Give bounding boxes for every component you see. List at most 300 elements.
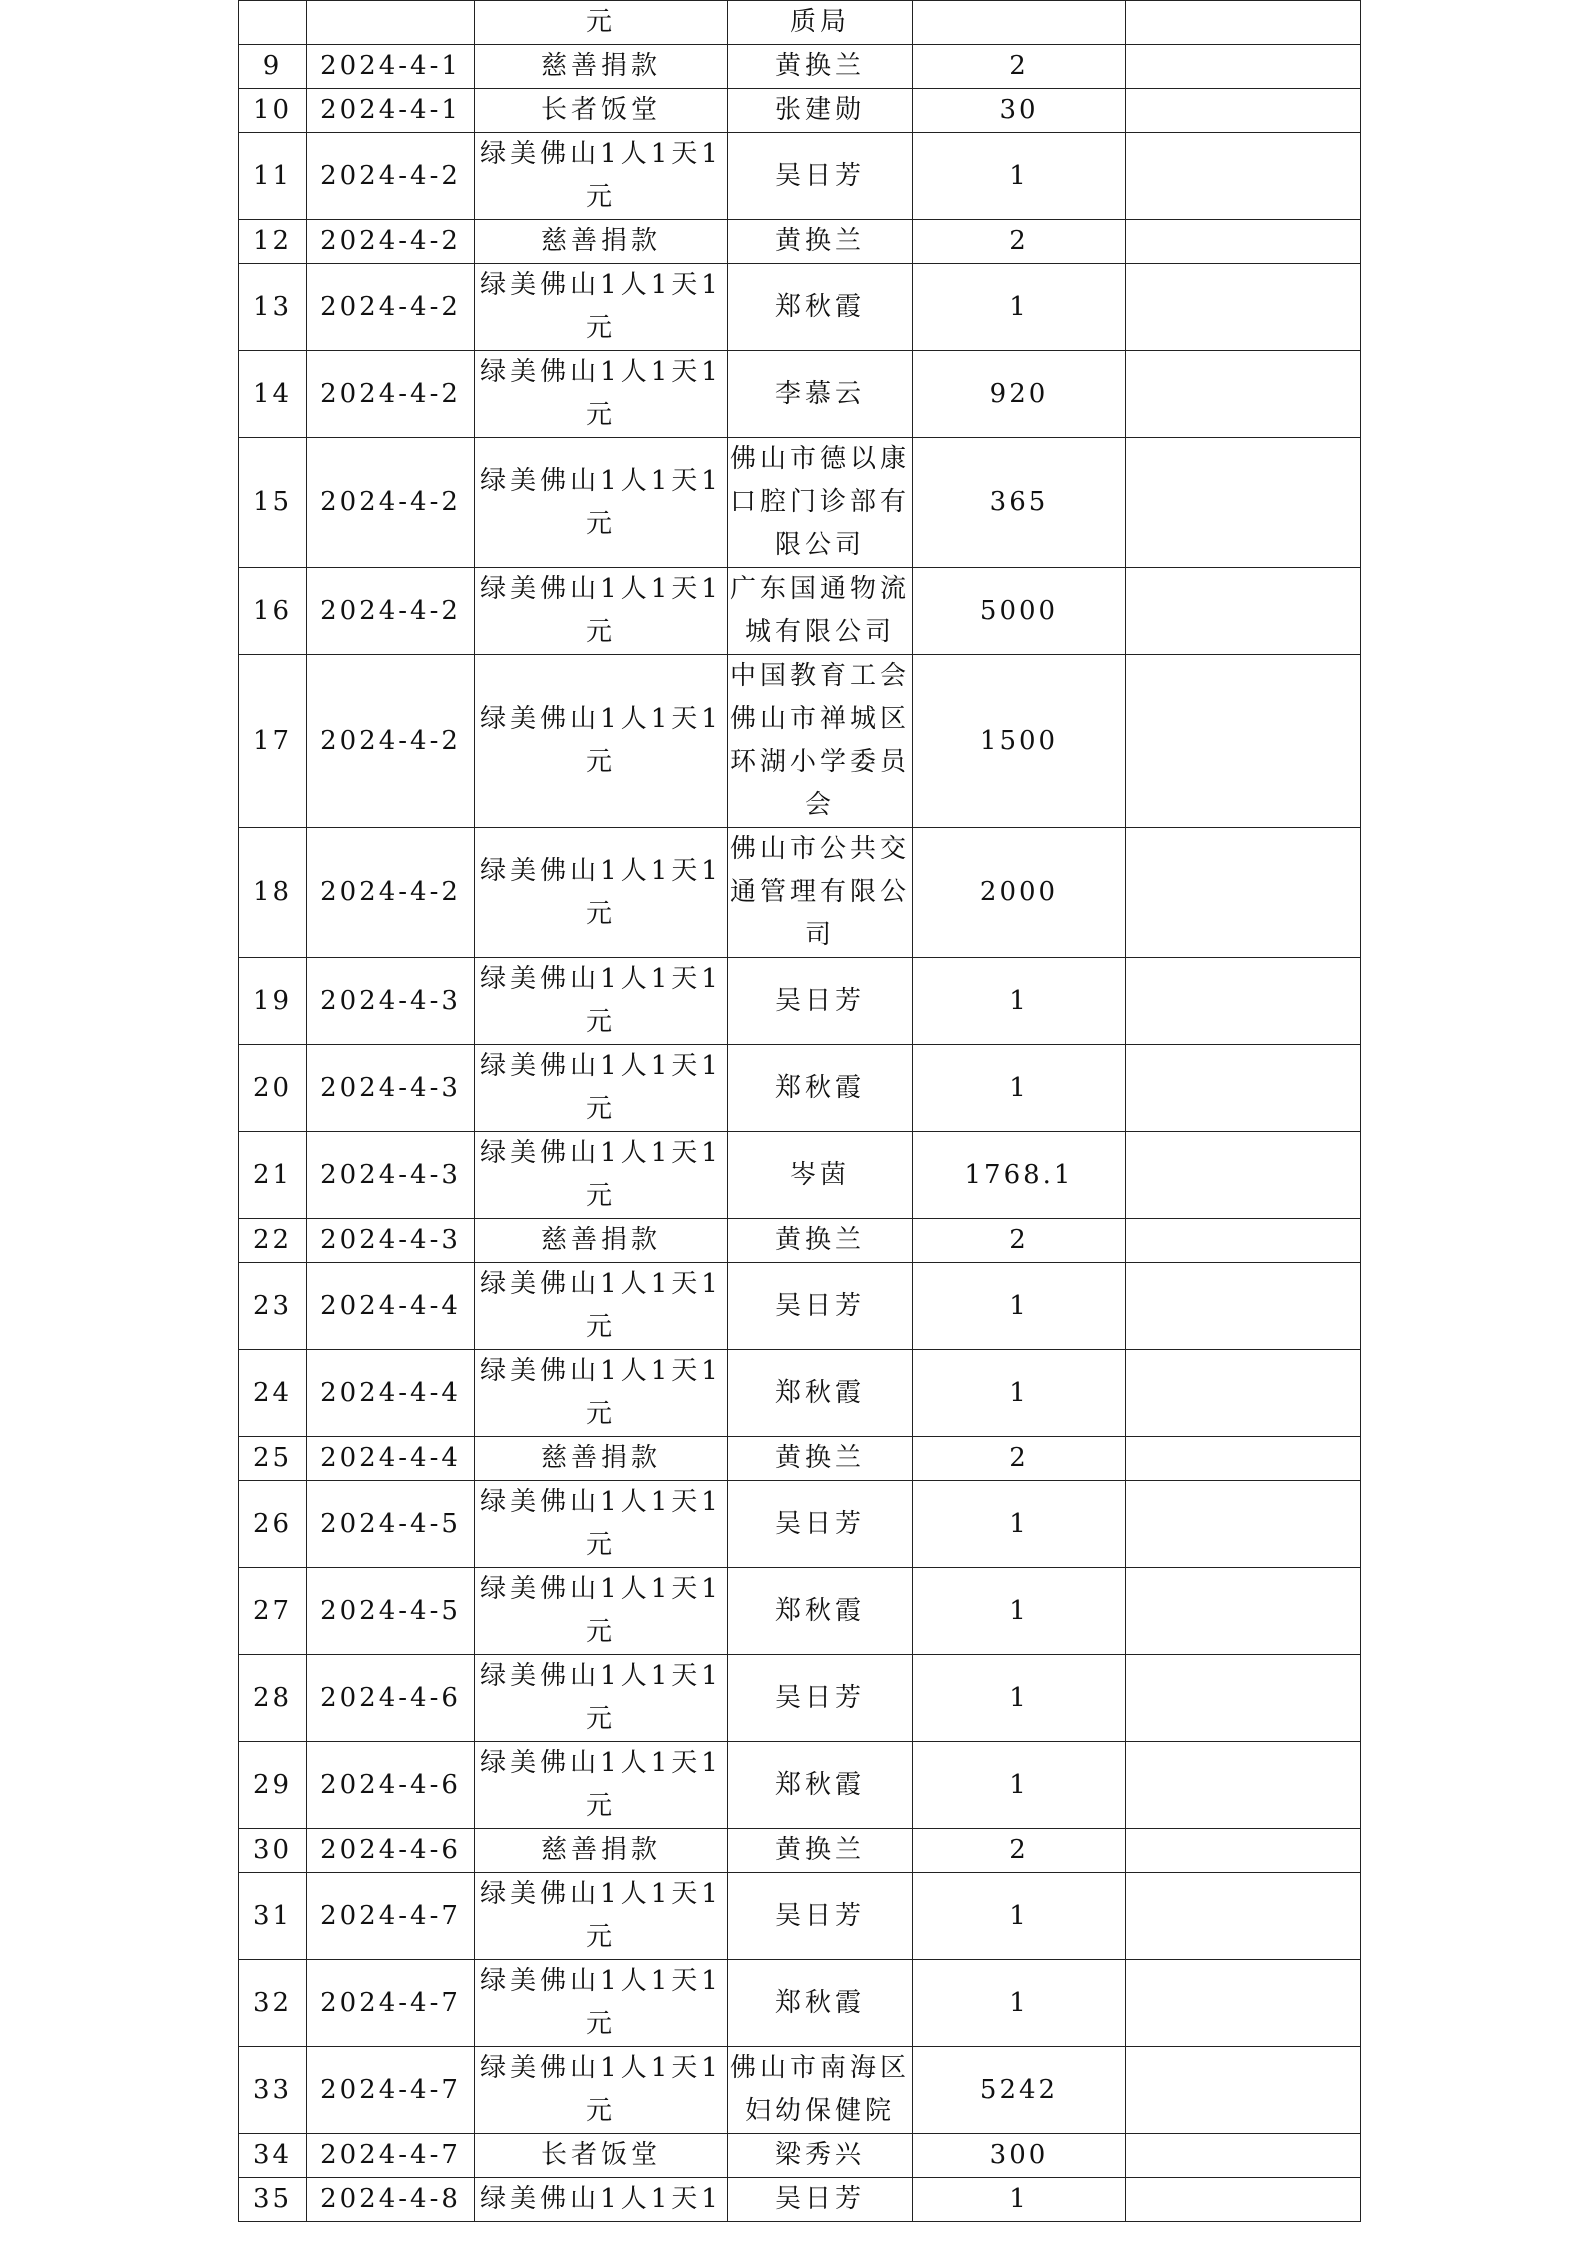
cell-item-text: 绿美佛山1人1天1元 — [480, 1356, 722, 1429]
cell-date — [307, 438, 475, 568]
cell-item-text: 绿美佛山1人1天1元 — [480, 1966, 722, 2039]
table-row — [239, 133, 1361, 220]
cell-amount — [913, 1, 1126, 45]
cell-item-text: 慈善捐款 — [540, 1443, 661, 1473]
cell-number — [239, 1873, 307, 1960]
cell-item-text: 绿美佛山1人1天1元 — [480, 357, 722, 430]
cell-number-text: 24 — [252, 1377, 293, 1408]
cell-item — [475, 958, 728, 1045]
cell-donor-text: 吴日芳 — [774, 985, 865, 1016]
cell-donor-text: 李慕云 — [774, 378, 865, 409]
cell-donor-text: 黄换兰 — [774, 1443, 865, 1473]
cell-number-text: 18 — [252, 877, 293, 907]
cell-item-text: 绿美佛山1人1天1元 — [480, 574, 722, 647]
cell-donor — [728, 1263, 913, 1350]
cell-item-text: 绿美佛山1人1天1元 — [480, 465, 722, 539]
cell-date — [307, 1132, 475, 1219]
cell-number-text: 13 — [252, 291, 293, 322]
cell-item — [475, 89, 728, 133]
cell-number — [239, 1481, 307, 1568]
cell-number-text: 19 — [252, 985, 293, 1016]
cell-donor — [728, 89, 913, 133]
cell-amount — [913, 89, 1126, 133]
cell-item — [475, 2134, 728, 2178]
cell-number-text: 25 — [252, 1443, 293, 1473]
cell-number — [239, 1742, 307, 1829]
table-row — [239, 220, 1361, 264]
cell-date-text: 2024-4-2 — [320, 595, 461, 626]
table-row — [239, 2047, 1361, 2134]
cell-donor — [728, 1742, 913, 1829]
cell-date-text: 2024-4-4 — [320, 1290, 461, 1321]
cell-amount — [913, 1045, 1126, 1132]
cell-number-text: 26 — [252, 1508, 293, 1539]
cell-donor-text: 黄换兰 — [774, 51, 865, 81]
cell-donor — [728, 1568, 913, 1655]
cell-donor-text: 岑茵 — [789, 1159, 850, 1190]
cell-number — [239, 1437, 307, 1481]
cell-item-text: 元 — [585, 7, 616, 37]
cell-donor — [728, 264, 913, 351]
cell-item — [475, 655, 728, 828]
cell-item-text: 绿美佛山1人1天1元 — [480, 1487, 722, 1560]
cell-amount — [913, 2134, 1126, 2178]
cell-number — [239, 1655, 307, 1742]
cell-note — [1126, 45, 1361, 89]
cell-date — [307, 1, 475, 45]
cell-donor-text: 郑秋霞 — [774, 1595, 865, 1626]
cell-item-text: 绿美佛山1人1天1元 — [480, 855, 722, 929]
cell-date — [307, 264, 475, 351]
cell-donor-text: 郑秋霞 — [774, 1072, 865, 1103]
cell-amount — [913, 1219, 1126, 1263]
cell-date — [307, 1960, 475, 2047]
cell-item — [475, 1960, 728, 2047]
cell-amount — [913, 1742, 1126, 1829]
cell-amount — [913, 133, 1126, 220]
cell-amount-text: 5000 — [979, 595, 1059, 626]
cell-number — [239, 2047, 307, 2134]
cell-date-text: 2024-4-5 — [320, 1595, 461, 1626]
cell-number-text: 15 — [252, 487, 293, 517]
table-row — [239, 2178, 1361, 2222]
cell-number-text: 21 — [252, 1159, 293, 1190]
cell-item — [475, 1829, 728, 1873]
cell-amount-text: 1 — [1009, 1682, 1029, 1713]
cell-amount-text: 1 — [1009, 1987, 1029, 2018]
cell-date-text: 2024-4-4 — [320, 1377, 461, 1408]
donation-table-body — [239, 1, 1361, 2222]
cell-date — [307, 45, 475, 89]
cell-date-text: 2024-4-3 — [320, 1072, 461, 1103]
cell-donor — [728, 1132, 913, 1219]
table-row — [239, 958, 1361, 1045]
table-row — [239, 264, 1361, 351]
cell-note — [1126, 958, 1361, 1045]
cell-number-text: 20 — [252, 1072, 293, 1103]
cell-number — [239, 45, 307, 89]
cell-number-text: 30 — [252, 1835, 293, 1865]
cell-item — [475, 1132, 728, 1219]
cell-amount-text: 30 — [999, 95, 1039, 125]
cell-amount — [913, 2047, 1126, 2134]
cell-amount-text: 5242 — [979, 2074, 1059, 2105]
cell-date-text: 2024-4-3 — [320, 1225, 461, 1255]
table-row — [239, 45, 1361, 89]
cell-number-text: 16 — [252, 595, 293, 626]
cell-number-text: 34 — [252, 2140, 293, 2170]
cell-amount — [913, 1568, 1126, 1655]
cell-number-text: 29 — [252, 1769, 293, 1800]
cell-item-text: 慈善捐款 — [540, 1835, 661, 1865]
cell-donor — [728, 1655, 913, 1742]
cell-item-text: 绿美佛山1人1天1元 — [480, 2053, 722, 2126]
cell-note — [1126, 220, 1361, 264]
cell-note — [1126, 1350, 1361, 1437]
cell-item — [475, 133, 728, 220]
cell-number-text: 33 — [252, 2074, 293, 2105]
cell-number — [239, 89, 307, 133]
cell-number-text: 31 — [252, 1900, 293, 1931]
cell-item — [475, 1219, 728, 1263]
cell-amount — [913, 1655, 1126, 1742]
cell-number — [239, 220, 307, 264]
cell-date-text: 2024-4-2 — [320, 160, 461, 191]
cell-note — [1126, 568, 1361, 655]
cell-item-text: 绿美佛山1人1天1元 — [480, 964, 722, 1037]
cell-amount-text: 1 — [1009, 160, 1029, 191]
cell-item-text: 绿美佛山1人1天1元 — [480, 1574, 722, 1647]
cell-number — [239, 1263, 307, 1350]
cell-date-text: 2024-4-7 — [320, 1987, 461, 2018]
cell-amount — [913, 1263, 1126, 1350]
cell-donor — [728, 1437, 913, 1481]
cell-donor — [728, 1481, 913, 1568]
cell-amount — [913, 1873, 1126, 1960]
cell-amount-text: 1 — [1009, 1595, 1029, 1626]
cell-date — [307, 133, 475, 220]
cell-date — [307, 1742, 475, 1829]
cell-number-text: 22 — [252, 1225, 293, 1255]
table-row — [239, 1655, 1361, 1742]
cell-number — [239, 1219, 307, 1263]
cell-date — [307, 1437, 475, 1481]
cell-amount-text: 2 — [1009, 1225, 1029, 1255]
cell-date-text: 2024-4-4 — [320, 1443, 461, 1473]
cell-donor-text: 佛山市德以康口腔门诊部有限公司 — [729, 444, 910, 560]
cell-note — [1126, 828, 1361, 958]
cell-amount-text: 1500 — [979, 725, 1059, 756]
cell-donor — [728, 45, 913, 89]
cell-item-text: 绿美佛山1人1天1元 — [480, 270, 722, 343]
cell-donor-text: 黄换兰 — [774, 1835, 865, 1865]
cell-note — [1126, 264, 1361, 351]
cell-date-text: 2024-4-6 — [320, 1682, 461, 1713]
cell-donor — [728, 1, 913, 45]
cell-donor-text: 郑秋霞 — [774, 1987, 865, 2018]
cell-number — [239, 568, 307, 655]
cell-note — [1126, 1481, 1361, 1568]
cell-date — [307, 1655, 475, 1742]
cell-donor-text: 佛山市公共交通管理有限公司 — [729, 834, 910, 950]
cell-date-text: 2024-4-1 — [320, 51, 461, 81]
cell-item — [475, 568, 728, 655]
cell-amount — [913, 1437, 1126, 1481]
cell-date-text: 2024-4-7 — [320, 2074, 461, 2105]
cell-note — [1126, 133, 1361, 220]
cell-number — [239, 958, 307, 1045]
cell-donor-text: 广东国通物流城有限公司 — [729, 574, 910, 647]
table-row — [239, 1568, 1361, 1655]
cell-donor — [728, 2134, 913, 2178]
cell-amount — [913, 568, 1126, 655]
cell-note — [1126, 1873, 1361, 1960]
cell-number — [239, 1960, 307, 2047]
cell-donor — [728, 655, 913, 828]
table-row — [239, 89, 1361, 133]
cell-item-text: 绿美佛山1人1天1元 — [480, 1269, 722, 1342]
cell-date-text: 2024-4-2 — [320, 725, 461, 756]
cell-amount — [913, 438, 1126, 568]
table-row — [239, 1132, 1361, 1219]
cell-donor-text: 吴日芳 — [774, 1290, 865, 1321]
cell-donor — [728, 2178, 913, 2222]
cell-amount — [913, 1481, 1126, 1568]
cell-item — [475, 1568, 728, 1655]
cell-amount — [913, 1829, 1126, 1873]
cell-date — [307, 1829, 475, 1873]
cell-number — [239, 2178, 307, 2222]
cell-donor — [728, 828, 913, 958]
cell-note — [1126, 1, 1361, 45]
cell-item-text: 长者饭堂 — [540, 2140, 661, 2170]
cell-note — [1126, 1045, 1361, 1132]
cell-number-text: 9 — [262, 51, 283, 81]
cell-item — [475, 1873, 728, 1960]
cell-donor — [728, 1873, 913, 1960]
cell-date — [307, 1045, 475, 1132]
cell-donor — [728, 220, 913, 264]
cell-number — [239, 2134, 307, 2178]
table-row — [239, 1219, 1361, 1263]
table-row — [239, 828, 1361, 958]
cell-item — [475, 1350, 728, 1437]
cell-donor-text: 黄换兰 — [774, 226, 865, 256]
table-row — [239, 1350, 1361, 1437]
cell-number — [239, 351, 307, 438]
cell-item-text: 绿美佛山1人1天1 — [480, 2184, 722, 2214]
cell-amount — [913, 2178, 1126, 2222]
cell-donor-text: 吴日芳 — [774, 2184, 865, 2214]
cell-number-text: 28 — [252, 1682, 293, 1713]
cell-amount-text: 2 — [1009, 51, 1029, 81]
cell-donor — [728, 351, 913, 438]
cell-number — [239, 1568, 307, 1655]
cell-item-text: 慈善捐款 — [540, 226, 661, 256]
table-row — [239, 1481, 1361, 1568]
cell-date — [307, 2134, 475, 2178]
cell-date-text: 2024-4-2 — [320, 877, 461, 907]
cell-donor — [728, 568, 913, 655]
cell-donor-text: 中国教育工会佛山市禅城区环湖小学委员会 — [729, 661, 910, 820]
cell-date-text: 2024-4-6 — [320, 1835, 461, 1865]
cell-date — [307, 89, 475, 133]
cell-number-text: 27 — [252, 1595, 293, 1626]
cell-number — [239, 438, 307, 568]
cell-number — [239, 264, 307, 351]
cell-date — [307, 220, 475, 264]
cell-item — [475, 1655, 728, 1742]
table-row — [239, 1829, 1361, 1873]
cell-date — [307, 1873, 475, 1960]
cell-item-text: 慈善捐款 — [540, 1225, 661, 1255]
cell-amount — [913, 958, 1126, 1045]
cell-donor — [728, 958, 913, 1045]
table-row — [239, 655, 1361, 828]
cell-date — [307, 1481, 475, 1568]
cell-note — [1126, 1437, 1361, 1481]
cell-note — [1126, 1263, 1361, 1350]
cell-date-text: 2024-4-3 — [320, 985, 461, 1016]
cell-date-text: 2024-4-7 — [320, 2140, 461, 2170]
cell-amount-text: 1 — [1009, 1900, 1029, 1931]
cell-donor-text: 黄换兰 — [774, 1225, 865, 1255]
cell-amount — [913, 264, 1126, 351]
cell-donor-text: 张建勋 — [774, 95, 865, 125]
cell-item — [475, 1263, 728, 1350]
donation-table — [238, 0, 1361, 2222]
cell-date — [307, 2047, 475, 2134]
cell-date-text: 2024-4-2 — [320, 487, 461, 517]
cell-item — [475, 264, 728, 351]
cell-date — [307, 351, 475, 438]
cell-item — [475, 351, 728, 438]
cell-number — [239, 828, 307, 958]
cell-number — [239, 1132, 307, 1219]
cell-item-text: 长者饭堂 — [540, 95, 661, 125]
cell-donor-text: 郑秋霞 — [774, 291, 865, 322]
cell-amount-text: 1768.1 — [964, 1159, 1074, 1190]
cell-number — [239, 1350, 307, 1437]
cell-amount — [913, 655, 1126, 828]
cell-number — [239, 1045, 307, 1132]
cell-donor — [728, 1045, 913, 1132]
cell-donor — [728, 1350, 913, 1437]
cell-date-text: 2024-4-1 — [320, 95, 461, 125]
cell-note — [1126, 89, 1361, 133]
cell-note — [1126, 1568, 1361, 1655]
cell-date — [307, 1219, 475, 1263]
cell-date — [307, 1263, 475, 1350]
cell-donor-text: 梁秀兴 — [774, 2140, 865, 2170]
cell-number-text: 23 — [252, 1290, 293, 1321]
cell-amount — [913, 45, 1126, 89]
cell-amount — [913, 351, 1126, 438]
cell-number — [239, 133, 307, 220]
cell-amount-text: 1 — [1009, 291, 1029, 322]
cell-note — [1126, 1132, 1361, 1219]
cell-donor-text: 郑秋霞 — [774, 1377, 865, 1408]
cell-number-text: 14 — [252, 378, 293, 409]
cell-amount — [913, 1960, 1126, 2047]
cell-item — [475, 828, 728, 958]
cell-amount-text: 365 — [989, 487, 1049, 517]
cell-date-text: 2024-4-7 — [320, 1900, 461, 1931]
cell-date — [307, 568, 475, 655]
table-row — [239, 1873, 1361, 1960]
cell-donor-text: 质局 — [789, 7, 850, 37]
cell-item — [475, 1481, 728, 1568]
table-row — [239, 568, 1361, 655]
cell-item-text: 绿美佛山1人1天1元 — [480, 1051, 722, 1124]
cell-amount-text: 2000 — [979, 877, 1059, 907]
cell-amount-text: 2 — [1009, 1443, 1029, 1473]
cell-item — [475, 1437, 728, 1481]
cell-item — [475, 1, 728, 45]
cell-donor — [728, 2047, 913, 2134]
cell-donor-text: 吴日芳 — [774, 1682, 865, 1713]
cell-amount-text: 1 — [1009, 1769, 1029, 1800]
cell-amount — [913, 828, 1126, 958]
cell-item-text: 慈善捐款 — [540, 51, 661, 81]
table-row — [239, 1437, 1361, 1481]
cell-amount-text: 2 — [1009, 226, 1029, 256]
cell-date-text: 2024-4-2 — [320, 291, 461, 322]
cell-item — [475, 2178, 728, 2222]
cell-date — [307, 958, 475, 1045]
cell-amount-text: 920 — [989, 378, 1049, 409]
cell-note — [1126, 351, 1361, 438]
cell-note — [1126, 1960, 1361, 2047]
cell-item-text: 绿美佛山1人1天1元 — [480, 139, 722, 212]
cell-donor-text: 佛山市南海区妇幼保健院 — [729, 2053, 910, 2126]
cell-note — [1126, 1829, 1361, 1873]
cell-amount-text: 1 — [1009, 2184, 1029, 2214]
cell-item-text: 绿美佛山1人1天1元 — [480, 1879, 722, 1952]
document-page — [238, 0, 1360, 2222]
cell-note — [1126, 1742, 1361, 1829]
cell-number-text: 10 — [252, 95, 293, 125]
cell-date-text: 2024-4-6 — [320, 1769, 461, 1800]
cell-amount-text: 1 — [1009, 1377, 1029, 1408]
cell-number-text: 32 — [252, 1987, 293, 2018]
cell-item-text: 绿美佛山1人1天1元 — [480, 1138, 722, 1211]
cell-amount — [913, 1350, 1126, 1437]
cell-date-text: 2024-4-2 — [320, 226, 461, 256]
cell-amount-text: 1 — [1009, 1508, 1029, 1539]
cell-donor — [728, 1829, 913, 1873]
cell-date-text: 2024-4-2 — [320, 378, 461, 409]
cell-donor — [728, 1219, 913, 1263]
cell-item — [475, 1742, 728, 1829]
cell-date-text: 2024-4-3 — [320, 1159, 461, 1190]
cell-note — [1126, 2178, 1361, 2222]
cell-item — [475, 45, 728, 89]
cell-note — [1126, 2047, 1361, 2134]
cell-note — [1126, 1219, 1361, 1263]
cell-amount-text: 1 — [1009, 1072, 1029, 1103]
cell-donor — [728, 438, 913, 568]
cell-number-text: 11 — [252, 160, 293, 191]
cell-date — [307, 1350, 475, 1437]
cell-date-text: 2024-4-8 — [320, 2184, 461, 2214]
cell-amount-text: 1 — [1009, 985, 1029, 1016]
cell-item-text: 绿美佛山1人1天1元 — [480, 1748, 722, 1821]
cell-note — [1126, 655, 1361, 828]
cell-item-text: 绿美佛山1人1天1元 — [480, 704, 722, 777]
cell-item — [475, 438, 728, 568]
cell-amount-text: 2 — [1009, 1835, 1029, 1865]
